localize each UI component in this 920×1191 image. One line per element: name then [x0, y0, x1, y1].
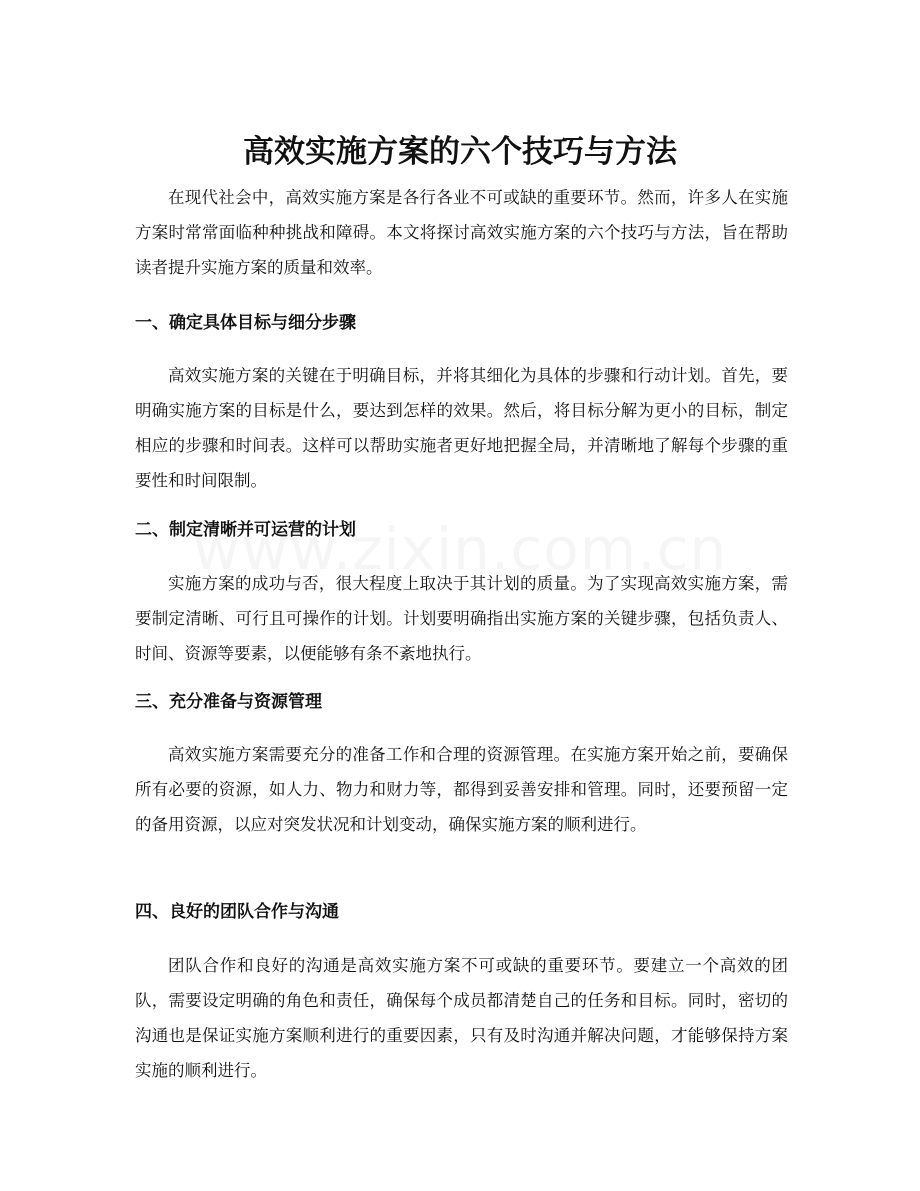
section-heading: 三、充分准备与资源管理 [135, 692, 322, 712]
section-heading: 四、良好的团队合作与沟通 [135, 902, 339, 922]
section-paragraph: 高效实施方案需要充分的准备工作和合理的资源管理。在实施方案开始之前，要确保所有必要的资源，如人力、物力和财力等，都得到妥善安排和管理。同时，还要预留一定的备用资源，以应对突发状况和计划变动，确保实施方案的顺利进行。 [135, 745, 788, 834]
section-paragraph: 高效实施方案的关键在于明确目标，并将其细化为具体的步骤和行动计划。首先，要明确实施方案的目标是什么，要达到怎样的效果。然后，将目标分解为更小的目标，制定相应的步骤和时间表。这样可以帮助实施者更好地把握全局，并清晰地了解每个步骤的重要性和时间限制。 [135, 366, 788, 490]
section-heading: 二、制定清晰并可运营的计划 [135, 520, 356, 540]
section-paragraph: 实施方案的成功与否，很大程度上取决于其计划的质量。为了实现高效实施方案，需要制定清晰、可行且可操作的计划。计划要明确指出实施方案的关键步骤，包括负责人、时间、资源等要素，以便能够有条不紊地执行。 [135, 574, 788, 663]
section-paragraph: 团队合作和良好的沟通是高效实施方案不可或缺的重要环节。要建立一个高效的团队，需要设定明确的角色和责任，确保每个成员都清楚自己的任务和目标。同时，密切的沟通也是保证实施方案顺利进行的重要因素，只有及时沟通并解决问题，才能够保持方案实施的顺利进行。 [135, 956, 788, 1080]
intro-paragraph: 在现代社会中，高效实施方案是各行各业不可或缺的重要环节。然而，许多人在实施方案时常常面临种种挑战和障碍。本文将探讨高效实施方案的六个技巧与方法，旨在帮助读者提升实施方案的质量和效率。 [135, 188, 788, 277]
section-heading: 一、确定具体目标与细分步骤 [135, 313, 356, 333]
document-title: 高效实施方案的六个技巧与方法 [243, 133, 677, 170]
